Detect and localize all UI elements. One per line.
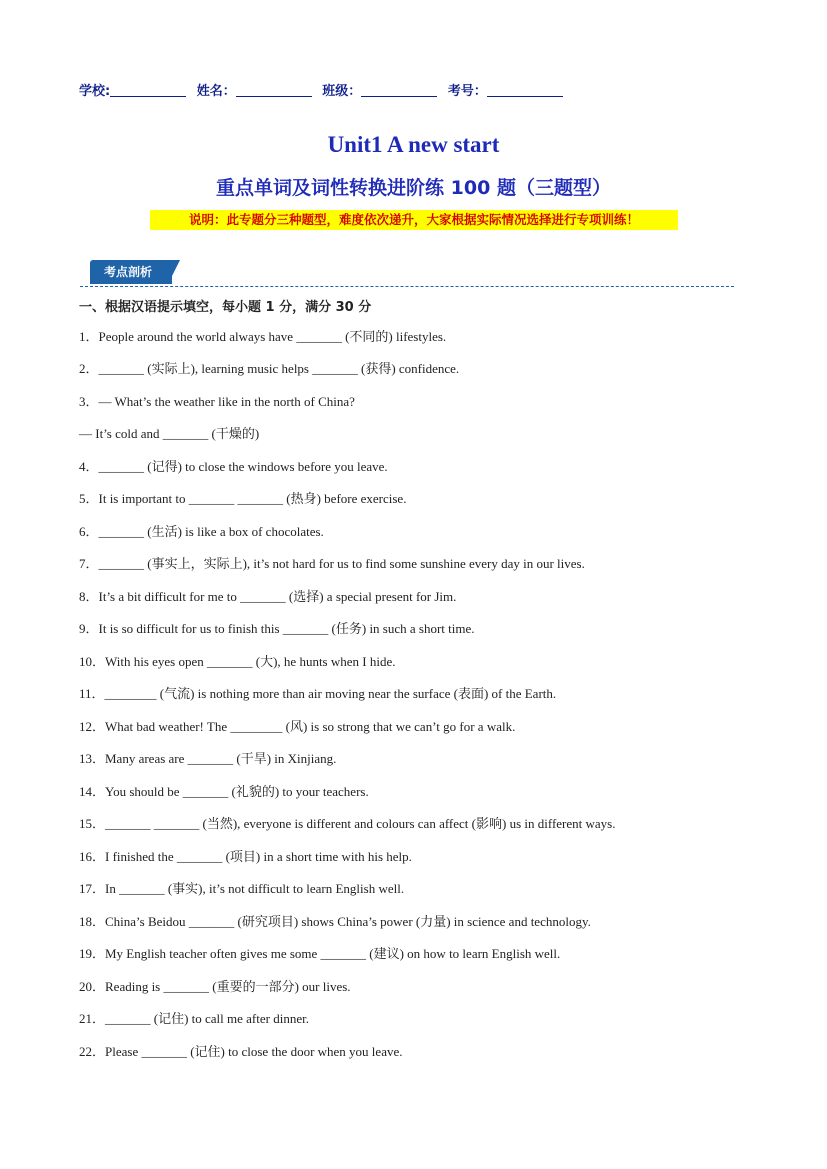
question-22: 22．Please _______ (记住) to close the door when you leave. <box>79 1044 403 1059</box>
question-21: 21．_______ (记住) to call me after dinner. <box>79 1011 309 1026</box>
class-blank[interactable] <box>361 82 437 97</box>
question-15: 15．_______ _______ (当然), everyone is different and colours can affect (影响) us in different ways. <box>79 816 616 831</box>
question-3-answer-line: — It’s cold and _______ (干燥的) <box>79 426 260 441</box>
exam-no-blank[interactable] <box>487 82 563 97</box>
question-13: 13．Many areas are _______ (干旱) in Xinjiang. <box>79 751 337 766</box>
question-3: 3．— What’s the weather like in the north of China? <box>79 394 355 409</box>
question-12: 12．What bad weather! The ________ (风) is so strong that we can’t go for a walk. <box>79 719 516 734</box>
school-blank[interactable] <box>110 82 186 97</box>
question-10: 10．With his eyes open _______ (大), he hunts when I hide. <box>79 654 396 669</box>
question-5: 5．It is important to _______ _______ (热身) before exercise. <box>79 491 407 506</box>
question-7: 7．_______ (事实上，实际上), it’s not hard for us to find some sunshine every day in our lives. <box>79 556 585 571</box>
question-18: 18．China’s Beidou _______ (研究项目) shows China’s power (力量) in science and technology. <box>79 914 591 929</box>
question-17: 17．In _______ (事实), it’s not difficult to learn English well. <box>79 881 405 896</box>
instruction-note: 说明：此专题分三种题型，难度依次递升，大家根据实际情况选择进行专项训练！ <box>150 210 678 230</box>
name-label: 姓名： <box>196 84 236 99</box>
question-8: 8．It’s a bit difficult for me to _______ (选择) a special present for Jim. <box>79 589 457 604</box>
question-16: 16．I finished the _______ (项目) in a short time with his help. <box>79 849 412 864</box>
section-heading: 一、根据汉语提示填空，每小题 1 分，满分 30 分 <box>79 300 372 315</box>
question-6: 6．_______ (生活) is like a box of chocolates. <box>79 524 324 539</box>
question-2: 2．_______ (实际上), learning music helps _______ (获得) confidence. <box>79 361 460 376</box>
page-title: Unit1 A new start <box>327 132 500 157</box>
section-tag: 考点剖析 <box>90 260 172 284</box>
question-20: 20．Reading is _______ (重要的一部分) our lives. <box>79 979 351 994</box>
question-14: 14．You should be _______ (礼貌的) to your teachers. <box>79 784 369 799</box>
page-subtitle: 重点单词及词性转换进阶练 100 题（三题型） <box>216 177 611 199</box>
question-4: 4．_______ (记得) to close the windows before you leave. <box>79 459 388 474</box>
student-info-header <box>79 80 563 99</box>
exam-no-label: 考号： <box>447 84 487 99</box>
school-label: 学校: <box>79 84 111 99</box>
section-tag-tail <box>168 260 180 284</box>
question-11: 11．________ (气流) is nothing more than air moving near the surface (表面) of the Earth. <box>79 686 557 701</box>
question-9: 9．It is so difficult for us to finish this _______ (任务) in such a short time. <box>79 621 475 636</box>
section-divider <box>80 286 734 287</box>
question-1: 1．People around the world always have _______ (不同的) lifestyles. <box>79 329 447 344</box>
name-blank[interactable] <box>236 82 312 97</box>
class-label: 班级： <box>322 84 362 99</box>
question-19: 19．My English teacher often gives me some _______ (建议) on how to learn English well. <box>79 946 561 961</box>
